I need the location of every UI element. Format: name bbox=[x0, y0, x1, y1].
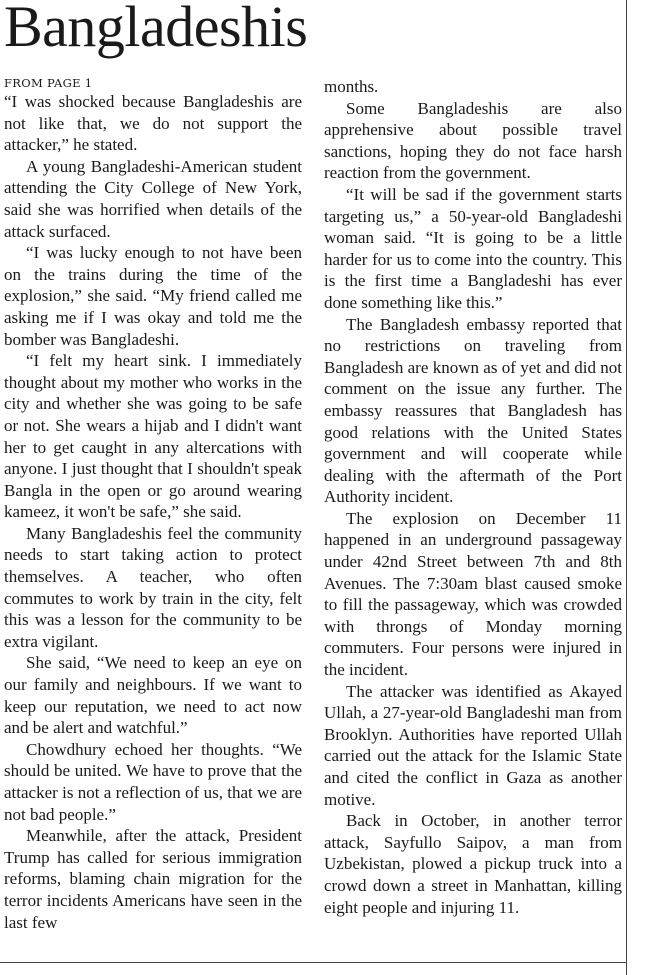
paragraph: months. bbox=[324, 77, 379, 96]
paragraph: Chowdhury echoed her thoughts. “We should be united. We have to prove that the attacker is not a reflection of us, that we are not bad people.” bbox=[4, 739, 302, 824]
paragraph: She said, “We need to keep an eye on our family and neighbours. If we want to keep our reputation, we need to act now and be alert and watchful.” bbox=[4, 653, 302, 738]
paragraph: “It will be sad if the government starts targeting us,” a 50-year-old Bangladeshi woman said. “It is going to be a little harder for us to come into the country. This is the first time a Bangladeshi has ever done something like this.” bbox=[324, 184, 622, 312]
continuation-label: FROM PAGE 1 bbox=[4, 76, 93, 90]
headline: Bangladeshis bbox=[4, 0, 308, 59]
paragraph: The explosion on December 11 happened in an underground passageway under 42nd Street between 7th and 8th Avenues. The 7:30am blast caused smoke to fill the passageway, which was crowded with throngs of Monday morning commuters. Four persons were injured in the incident. bbox=[324, 508, 622, 680]
article-column-left bbox=[4, 76, 302, 933]
paragraph: The Bangladesh embassy reported that no restrictions on traveling from Bangladesh are known as of yet and did not comment on the issue any further. The embassy reassures that Bangladesh has good relations with the United States government and will cooperate while dealing with the aftermath of the Port Authority incident. bbox=[324, 314, 622, 507]
paragraph: Back in October, in another terror attack, Sayfullo Saipov, a man from Uzbekistan, plowed a pickup truck into a crowd down a street in Manhattan, killing eight people and injuring 11. bbox=[324, 811, 622, 917]
paragraph: “I was shocked because Bangladeshis are not like that, we do not support the attacker,” he stated. bbox=[4, 92, 302, 155]
paragraph: “I felt my heart sink. I immediately thought about my mother who works in the city and whether she was going to be safe or not. She wears a hijab and I didn't want her to get caught in any altercations with anyone. I just thought that I shouldn't speak Bangla in the open or go around wearing kameez, it won't be safe,” she said. bbox=[4, 351, 302, 522]
paragraph: A young Bangladeshi-American student attending the City College of New York, said she was horrified when details of the attack surfaced. bbox=[4, 156, 302, 241]
paragraph: “I was lucky enough to not have been on the trains during the time of the explosion,” she said. “My friend called me asking me if I was okay and told me the bomber was Bangladeshi. bbox=[4, 243, 302, 349]
paragraph: The attacker was identified as Akayed Ullah, a 27-year-old Bangladeshi man from Brooklyn. Authorities have reported Ullah carried out the attack for the Islamic State and cited the conflict in Gaza as another motive. bbox=[324, 681, 622, 809]
bottom-rule bbox=[0, 962, 626, 963]
paragraph: Meanwhile, after the attack, President Trump has called for serious immigration reforms, blaming chain migration for the terror incidents Americans have seen in the last few bbox=[4, 826, 302, 932]
paragraph: Some Bangladeshis are also apprehensive about possible travel sanctions, hoping they do not face harsh reaction from the government. bbox=[324, 98, 622, 183]
article-column-right bbox=[324, 76, 622, 918]
column-divider bbox=[626, 0, 627, 975]
paragraph: Many Bangladeshis feel the community needs to start taking action to protect themselves. A teacher, who often commutes to work by train in the city, felt this was a lesson for the community to be extra vigilant. bbox=[4, 523, 302, 651]
